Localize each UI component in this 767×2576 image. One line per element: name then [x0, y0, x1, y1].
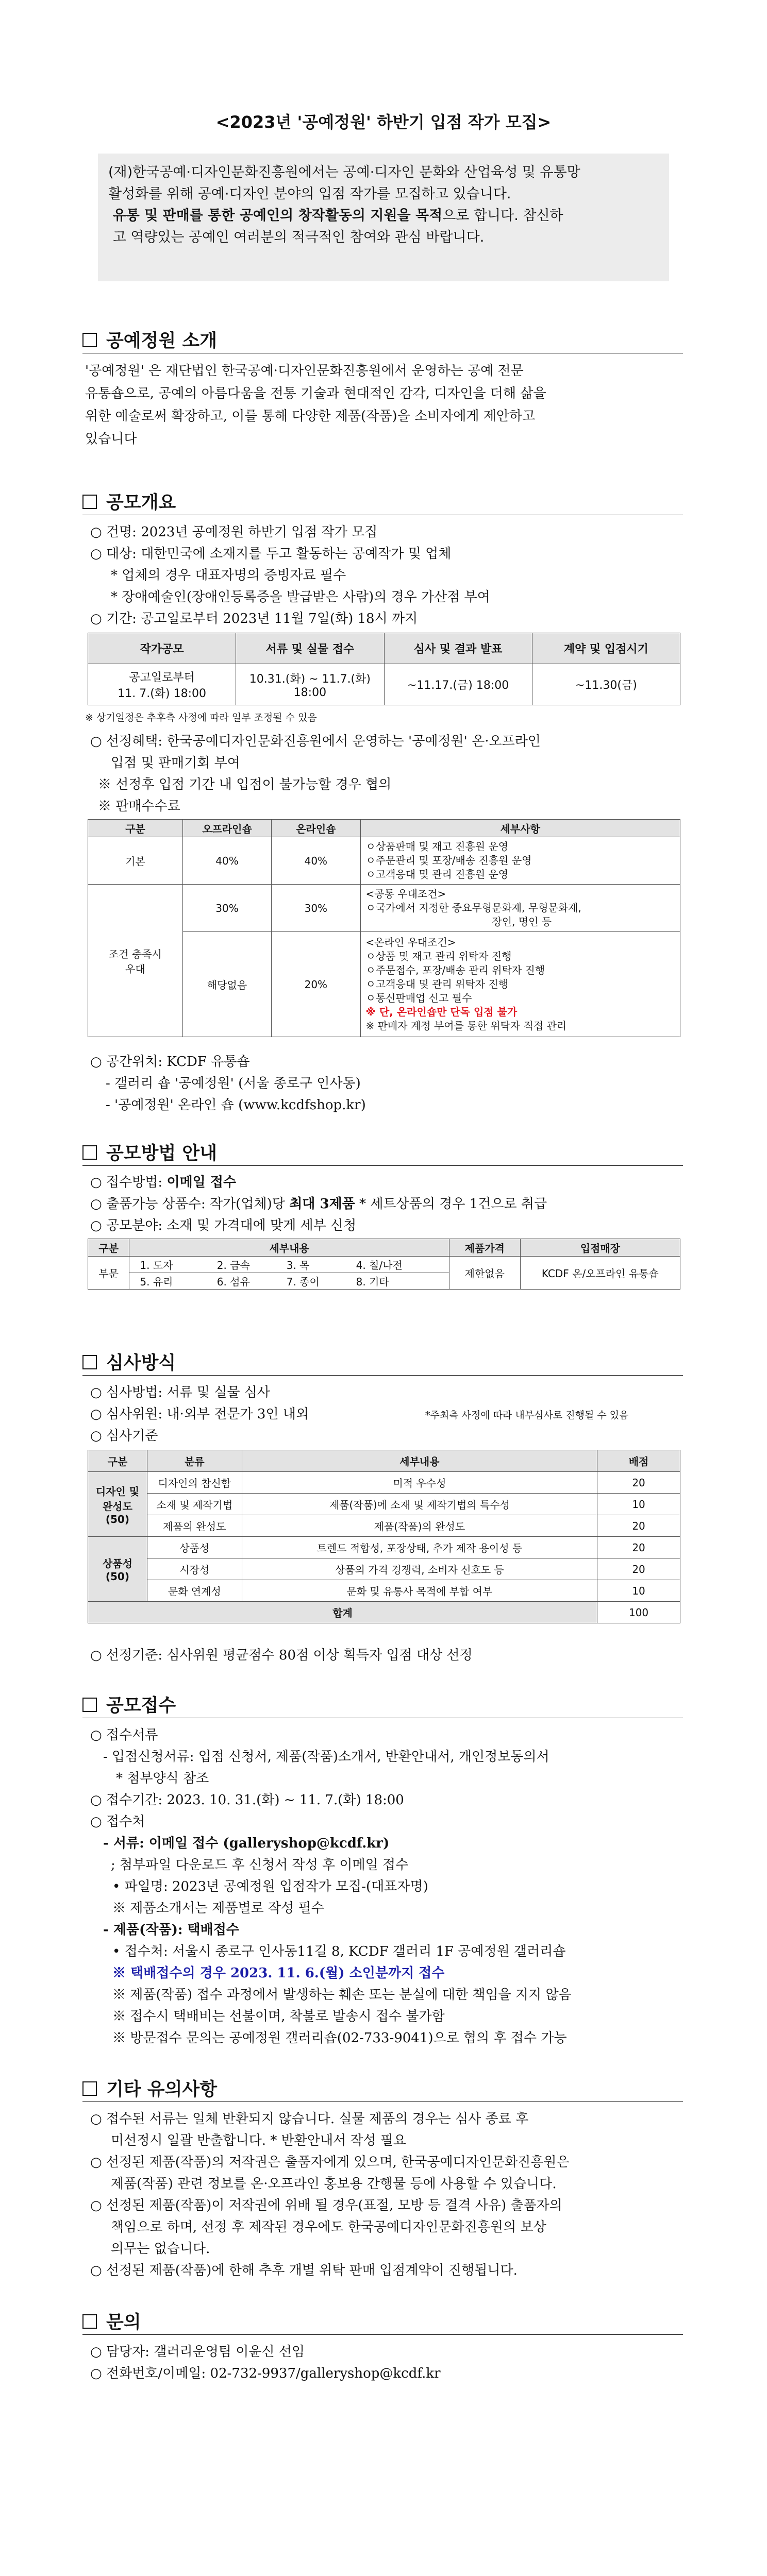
- benefit-note: ※ 선정후 입점 기간 내 입점이 불가능할 경우 협의: [98, 777, 392, 792]
- criteria-cell: 소재 및 제작기법: [147, 1494, 242, 1515]
- category-item: 1. 도자: [129, 1257, 215, 1273]
- benefit-note: ※ 판매수수료: [98, 799, 180, 814]
- fee-header: 구분: [88, 820, 183, 837]
- criteria-header: 분류: [147, 1450, 242, 1472]
- text: ○ 출품가능 상품수: 작가(업체)당: [90, 1196, 290, 1212]
- detail-line: ※ 판매자 계정 부여를 통한 위탁자 직접 관리: [365, 1020, 567, 1032]
- field-line: ○ 공모분야: 소재 및 가격대에 맞게 세부 신청: [90, 1218, 357, 1233]
- body-line: '공예정원' 은 재단법인 한국공예·디자인문화진흥원에서 운영하는 공예 전문: [85, 363, 524, 379]
- criteria-header: 세부내용: [242, 1450, 597, 1472]
- section-title: 공예정원 소개: [106, 331, 218, 351]
- criteria-cell: 문화 및 유통사 목적에 부합 여부: [242, 1580, 597, 1602]
- text-bold: - 서류:: [103, 1836, 149, 1851]
- criteria-cell: 10: [597, 1494, 680, 1515]
- section-title: 문의: [106, 2312, 141, 2333]
- overview-period: ○ 기간: 공고일로부터 2023년 11월 7일(화) 18시 까지: [90, 611, 418, 626]
- cell-line: (50): [105, 1570, 129, 1583]
- fee-header: 온라인숍: [272, 820, 360, 837]
- text-bold: 이메일 접수: [166, 1175, 237, 1190]
- criteria-cell: 제품의 완성도: [147, 1515, 242, 1537]
- fee-cell: 40%: [182, 837, 271, 885]
- criteria-cell: 20: [597, 1537, 680, 1558]
- intro-bold: 유통 및 판매를 통한 공예인의 창작활동의 지원을 목적: [112, 208, 443, 224]
- criteria-cell: 10: [597, 1580, 680, 1602]
- schedule-header: 서류 및 실물 접수: [236, 633, 384, 664]
- schedule-cell: ~11.17.(금) 18:00: [384, 664, 532, 705]
- cell-line: 18:00: [293, 686, 327, 699]
- schedule-cell: [236, 664, 384, 705]
- notes-line: 책임으로 하며, 선정 후 제작된 경우에도 한국공예디자인문화진흥원의 보상: [111, 2219, 546, 2235]
- section-divider: [82, 1375, 683, 1376]
- criteria-cell: 트렌드 적합성, 포장상태, 추가 제작 용이성 등: [242, 1537, 597, 1558]
- submission-line: ; 첨부파일 다운로드 후 신청서 작성 후 이메일 접수: [111, 1857, 409, 1873]
- section-title: 공모접수: [106, 1696, 176, 1716]
- cell-line: 디자인 및: [95, 1485, 140, 1498]
- category-header: 입점매장: [520, 1239, 680, 1257]
- intro-line: 활성화를 위해 공예·디자인 분야의 입점 작가를 모집하고 있습니다.: [108, 186, 511, 202]
- fee-cell: 해당없음: [182, 932, 271, 1037]
- items-line: [90, 1193, 547, 1212]
- criteria-cell: 20: [597, 1472, 680, 1494]
- section-heading-method: [82, 1139, 217, 1165]
- category-header: 제품가격: [449, 1239, 520, 1257]
- submission-line: ○ 접수기간: 2023. 10. 31.(화) ~ 11. 7.(화) 18:00: [90, 1792, 404, 1808]
- fee-cell: 30%: [182, 885, 271, 932]
- submission-note: ※ 제품(작품) 접수 과정에서 발생하는 훼손 또는 분실에 대한 책임을 지지 않음: [112, 1987, 572, 2003]
- category-header: 구분: [88, 1239, 129, 1257]
- section-heading-review: [82, 1349, 176, 1375]
- fee-cell: 40%: [272, 837, 360, 885]
- cell-line: 완성도: [102, 1500, 132, 1513]
- criteria-cell: 상품성: [147, 1537, 242, 1558]
- square-bullet-icon: [82, 1355, 97, 1369]
- detail-line: ㅇ상품 및 재고 관리 위탁자 진행: [365, 950, 512, 962]
- review-line: ○ 심사위원: 내·외부 전문가 3인 내외: [90, 1406, 309, 1422]
- space-line: ○ 공간위치: KCDF 유통숍: [90, 1054, 250, 1070]
- category-header: 세부내용: [129, 1239, 449, 1257]
- select-line: ○ 선정기준: 심사위원 평균점수 80점 이상 획득자 입점 대상 선정: [90, 1648, 473, 1663]
- submission-line: • 파일명: 2023년 공예정원 입점작가 모집-(대표자명): [112, 1879, 428, 1894]
- schedule-header: 심사 및 결과 발표: [384, 633, 532, 664]
- space-line: - 갤러리 숍 '공예정원' (서울 종로구 인사동): [106, 1076, 361, 1091]
- detail-line: ㅇ주문접수, 포장/배송 관리 위탁자 진행: [365, 964, 545, 976]
- section-title: 공모방법 안내: [106, 1143, 218, 1164]
- notes-line: ○ 선정된 제품(작품)에 한해 추후 개별 위탁 판매 입점계약이 진행됩니다.: [90, 2263, 518, 2278]
- fee-cell: 20%: [272, 932, 360, 1037]
- criteria-cell: 디자인의 참신함: [147, 1472, 242, 1494]
- intro-line-text: 고 역량있는 공예인 여러분의 적극적인 참여와 관심 바랍니다.: [112, 229, 485, 245]
- square-bullet-icon: [82, 1145, 97, 1160]
- schedule-note: ※ 상기일정은 추후측 사정에 따라 일부 조정될 수 있음: [85, 712, 317, 723]
- review-note: *주최측 사정에 따라 내부심사로 진행될 수 있음: [425, 1410, 629, 1421]
- category-cell: 제한없음: [449, 1257, 520, 1290]
- text: ○ 접수방법:: [90, 1175, 167, 1190]
- category-item: 7. 종이: [285, 1273, 354, 1290]
- detail-line: ㅇ국가에서 지정한 중요무형문화재, 무형문화재,: [365, 902, 581, 914]
- criteria-cell: 상품의 가격 경쟁력, 소비자 선호도 등: [242, 1558, 597, 1580]
- square-bullet-icon: [82, 495, 97, 509]
- category-table: [88, 1239, 680, 1290]
- criteria-group: [88, 1472, 147, 1537]
- category-item: 3. 목: [285, 1257, 354, 1273]
- square-bullet-icon: [82, 2081, 97, 2096]
- intro-line: [108, 205, 660, 227]
- submission-line: - 입점신청서류: 입점 신청서, 제품(작품)소개서, 반환안내서, 개인정보동의서: [103, 1749, 549, 1765]
- criteria-header: 구분: [88, 1450, 147, 1472]
- criteria-cell: 20: [597, 1515, 680, 1537]
- cell-line: 11. 7.(화) 18:00: [118, 687, 207, 700]
- schedule-header: 작가공모: [88, 633, 236, 664]
- intro-box: [98, 154, 669, 281]
- review-line: ○ 심사방법: 서류 및 실물 심사: [90, 1385, 271, 1400]
- detail-line: ㅇ주문관리 및 포장/배송 진흥원 운영: [365, 854, 532, 867]
- overview-note: * 업체의 경우 대표자명의 증빙자료 필수: [111, 568, 346, 583]
- section-heading-notes: [82, 2075, 217, 2101]
- method-line: [90, 1172, 236, 1191]
- square-bullet-icon: [82, 333, 97, 347]
- criteria-cell: 시장성: [147, 1558, 242, 1580]
- submission-deadline: ※ 택배접수의 경우 2023. 11. 6.(월) 소인분까지 접수: [112, 1965, 445, 1981]
- section-divider: [82, 2334, 683, 2335]
- submission-line: ○ 접수서류: [90, 1727, 158, 1743]
- section-heading-overview: [82, 488, 176, 514]
- section-heading-contact: [82, 2308, 141, 2334]
- body-line: 위한 예술로써 확장하고, 이를 통해 다양한 제품(작품)을 소비자에게 제안하고: [85, 409, 536, 424]
- cell-line: 조건 충족시: [108, 947, 162, 960]
- criteria-cell: 20: [597, 1558, 680, 1580]
- criteria-cell: 문화 연계성: [147, 1580, 242, 1602]
- schedule-table: [88, 633, 680, 705]
- submission-line: ○ 접수처: [90, 1814, 145, 1829]
- category-item: 4. 칠/나전: [354, 1257, 449, 1273]
- page-title: <2023년 '공예정원' 하반기 입점 작가 모집>: [215, 112, 552, 132]
- criteria-cell: 제품(작품)에 소재 및 제작기법의 특수성: [242, 1494, 597, 1515]
- fee-header: 세부사항: [360, 820, 680, 837]
- category-item: 6. 섬유: [215, 1273, 285, 1290]
- cell-line: 공고일로부터: [129, 671, 195, 684]
- square-bullet-icon: [82, 2314, 97, 2329]
- detail-line: ㅇ상품판매 및 재고 진흥원 운영: [365, 840, 509, 853]
- detail-line: <온라인 우대조건>: [365, 936, 456, 948]
- fee-detail: [360, 837, 680, 885]
- detail-warning: ※ 단, 온라인숍만 단독 입점 불가: [365, 1006, 518, 1018]
- detail-line: <공통 우대조건>: [365, 888, 446, 900]
- body-line: 있습니다: [85, 431, 137, 447]
- notes-line: 제품(작품) 관련 정보를 온·오프라인 홍보용 간행물 등에 사용할 수 있습니다.: [111, 2176, 557, 2192]
- criteria-cell: 제품(작품)의 완성도: [242, 1515, 597, 1537]
- category-item: 5. 유리: [129, 1273, 215, 1290]
- fee-detail: [360, 932, 680, 1037]
- submission-line: ※ 제품소개서는 제품별로 작성 필수: [112, 1901, 324, 1916]
- section-title: 공모개요: [106, 493, 176, 513]
- notes-line: 의무는 없습니다.: [111, 2241, 210, 2257]
- contact-info: ○ 전화번호/이메일: 02-732-9937/galleryshop@kcdf.kr: [90, 2366, 441, 2381]
- benefit-line: ○ 선정혜택: 한국공예디자인문화진흥원에서 운영하는 '공예정원' 온·오프라인: [90, 734, 541, 749]
- intro-text: [108, 162, 660, 248]
- detail-line: ㅇ고객응대 및 관리 위탁자 진행: [365, 978, 509, 990]
- fee-cell: 기본: [88, 837, 183, 885]
- submission-line: * 첨부양식 참조: [116, 1771, 209, 1786]
- fee-detail: [360, 885, 680, 932]
- criteria-cell: 미적 우수성: [242, 1472, 597, 1494]
- overview-name: ○ 건명: 2023년 공예정원 하반기 입점 작가 모집: [90, 524, 378, 540]
- criteria-group: [88, 1537, 147, 1602]
- fee-cell: [88, 885, 183, 1037]
- category-item: 2. 금속: [215, 1257, 285, 1273]
- text: * 세트상품의 경우 1건으로 취급: [355, 1196, 547, 1212]
- detail-line: ㅇ통신판매업 신고 필수: [365, 992, 472, 1004]
- submission-line: - 제품(작품): 택배접수: [103, 1922, 240, 1938]
- fee-header: 오프라인숍: [182, 820, 271, 837]
- text-bold: 최대 3제품: [289, 1196, 355, 1212]
- cell-line: 10.31.(화) ~ 11.7.(화): [249, 672, 371, 686]
- submission-note: ※ 접수시 택배비는 선불이며, 착불로 발송시 접수 불가함: [112, 2009, 445, 2024]
- notes-line: ○ 선정된 제품(작품)이 저작권에 위배 될 경우(표절, 모방 등 결격 사유) 출품자의: [90, 2198, 562, 2213]
- detail-line: ㅇ고객응대 및 관리 진흥원 운영: [365, 868, 509, 880]
- criteria-table: [88, 1450, 680, 1623]
- section-intro-body: [85, 360, 686, 450]
- section-heading-submission: [82, 1691, 176, 1717]
- submission-line: [103, 1833, 389, 1852]
- square-bullet-icon: [82, 1698, 97, 1712]
- intro-line: (재)한국공예·디자인문화진흥원에서는 공예·디자인 문화와 산업육성 및 유통망: [108, 164, 580, 180]
- schedule-header: 계약 및 입점시기: [532, 633, 680, 664]
- schedule-cell: ~11.30(금): [532, 664, 680, 705]
- section-divider: [82, 1165, 683, 1166]
- cell-line: 우대: [125, 962, 145, 975]
- notes-line: 미선정시 일괄 반출합니다. * 반환안내서 작성 필요: [111, 2133, 407, 2148]
- fee-cell: 30%: [272, 885, 360, 932]
- section-title: 기타 유의사항: [106, 2079, 218, 2100]
- cell-line: 상품성: [102, 1557, 132, 1570]
- body-line: 유통숍으로, 공예의 아름다움을 전통 기술과 현대적인 감각, 디자인을 더해 삶을: [85, 386, 546, 401]
- criteria-header: 배점: [597, 1450, 680, 1472]
- submission-line: • 접수처: 서울시 종로구 인사동11길 8, KCDF 갤러리 1F 공예정원 갤러리숍: [112, 1944, 566, 1959]
- criteria-total: 100: [597, 1602, 680, 1623]
- category-item: 8. 기타: [354, 1273, 449, 1290]
- schedule-cell: [88, 664, 236, 705]
- benefit-line: 입점 및 판매기회 부여: [111, 755, 240, 771]
- cell-line: (50): [105, 1513, 129, 1526]
- category-cell: 부문: [88, 1257, 129, 1290]
- fee-table: [88, 819, 680, 1037]
- review-line: ○ 심사기준: [90, 1428, 158, 1444]
- section-heading-intro: [82, 327, 217, 352]
- notes-line: ○ 접수된 서류는 일체 반환되지 않습니다. 실물 제품의 경우는 심사 종료 후: [90, 2111, 529, 2127]
- notes-line: ○ 선정된 제품(작품)의 저작권은 출품자에게 있으며, 한국공예디자인문화진흥원은: [90, 2155, 570, 2170]
- detail-line: 장인, 명인 등: [492, 916, 552, 928]
- section-title: 심사방식: [106, 1353, 176, 1374]
- submission-note: ※ 방문접수 문의는 공예정원 갤러리숍(02-733-9041)으로 협의 후 접수 가능: [112, 2030, 567, 2046]
- contact-person: ○ 담당자: 갤러리운영팀 이윤신 선임: [90, 2344, 305, 2360]
- text-bold: 이메일 접수 (galleryshop@kcdf.kr): [148, 1836, 390, 1851]
- overview-note: * 장애예술인(장애인등록증을 발급받은 사람)의 경우 가산점 부여: [111, 589, 490, 605]
- criteria-total-label: 합계: [88, 1602, 597, 1623]
- intro-line-rest: 으로 합니다. 참신하: [442, 208, 563, 224]
- category-cell: KCDF 온/오프라인 유통숍: [520, 1257, 680, 1290]
- overview-target: ○ 대상: 대한민국에 소재지를 두고 활동하는 공예작가 및 업체: [90, 546, 452, 562]
- intro-line: [108, 227, 660, 248]
- space-line: - '공예정원' 온라인 숍 (www.kcdfshop.kr): [106, 1097, 366, 1113]
